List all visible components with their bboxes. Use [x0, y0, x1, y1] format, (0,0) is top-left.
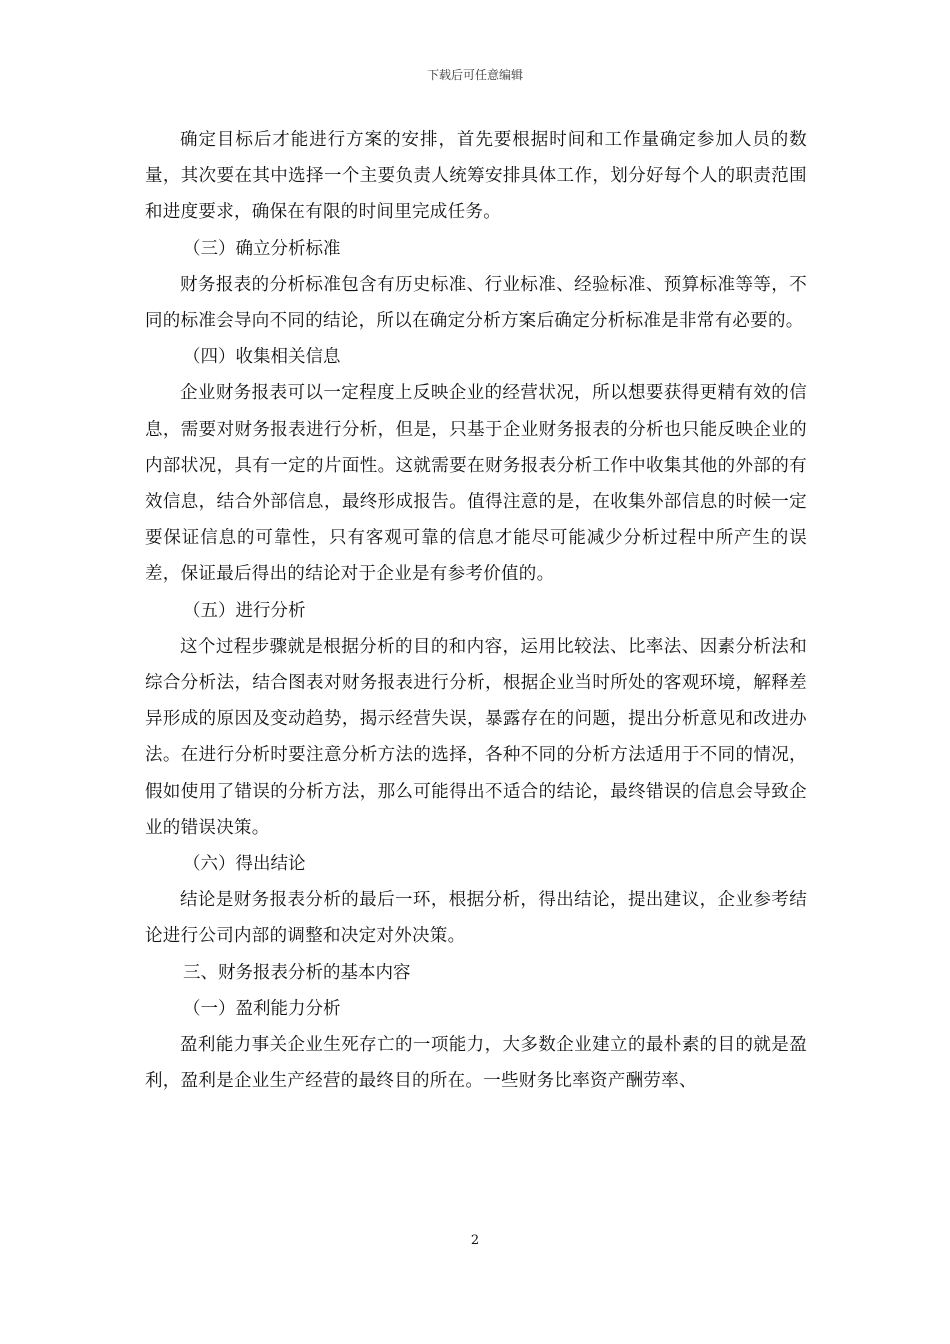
section-heading: （三）确立分析标准	[183, 238, 341, 259]
page-number: 2	[470, 1233, 480, 1248]
paragraph: 结论是财务报表分析的最后一环，根据分析，得出结论，提出建议，企业参考结论进行公司内部的调整和决定对外决策。	[145, 890, 807, 947]
paragraph: 这个过程步骤就是根据分析的目的和内容，运用比较法、比率法、因素分析法和综合分析法，结合图表对财务报表进行分析，根据企业当时所处的客观环境，解释差异形成的原因及变动趋势，揭示经营失误，暴露存在的问题，提出分析意见和改进办法。在进行分析时要注意分析方法的选择，各种不同的分析方法适用于不同的情况，假如使用了错误的分析方法，那么可能得出不适合的结论，最终错误的信息会导致企业的错误决策。	[145, 636, 807, 838]
section-heading: （四）收集相关信息	[183, 347, 341, 368]
paragraph: 财务报表的分析标准包含有历史标准、行业标准、经验标准、预算标准等等，不同的标准会导向不同的结论，所以在确定分析方案后确定分析标准是非常有必要的。	[145, 274, 807, 332]
page-header: 下载后可任意编辑	[426, 68, 523, 82]
document-body	[145, 122, 807, 1099]
paragraph: 企业财务报表可以一定程度上反映企业的经营状况，所以想要获得更精有效的信息，需要对财务报表进行分析，但是，只基于企业财务报表的分析也只能反映企业的内部状况，具有一定的片面性。这就需要在财务报表分析工作中收集其他的外部的有效信息，结合外部信息，最终形成报告。值得注意的是，在收集外部信息的时候一定要保证信息的可靠性，只有客观可靠的信息才能尽可能减少分析过程中所产生的误差，保证最后得出的结论对于企业是有参考价值的。	[145, 383, 807, 585]
section-heading: （一）盈利能力分析	[183, 998, 341, 1019]
section-heading: 三、财务报表分析的基本内容	[183, 962, 411, 983]
paragraph: 确定目标后才能进行方案的安排，首先要根据时间和工作量确定参加人员的数量，其次要在其中选择一个主要负责人统筹安排具体工作，划分好每个人的职责范围和进度要求，确保在有限的时间里完成任务。	[145, 130, 807, 223]
paragraph: 盈利能力事关企业生死存亡的一项能力，大多数企业建立的最朴素的目的就是盈利，盈利是企业生产经营的最终目的所在。一些财务比率资产酬劳率、	[145, 1035, 807, 1092]
section-heading: （六）得出结论	[183, 854, 306, 875]
section-heading: （五）进行分析	[183, 600, 306, 621]
